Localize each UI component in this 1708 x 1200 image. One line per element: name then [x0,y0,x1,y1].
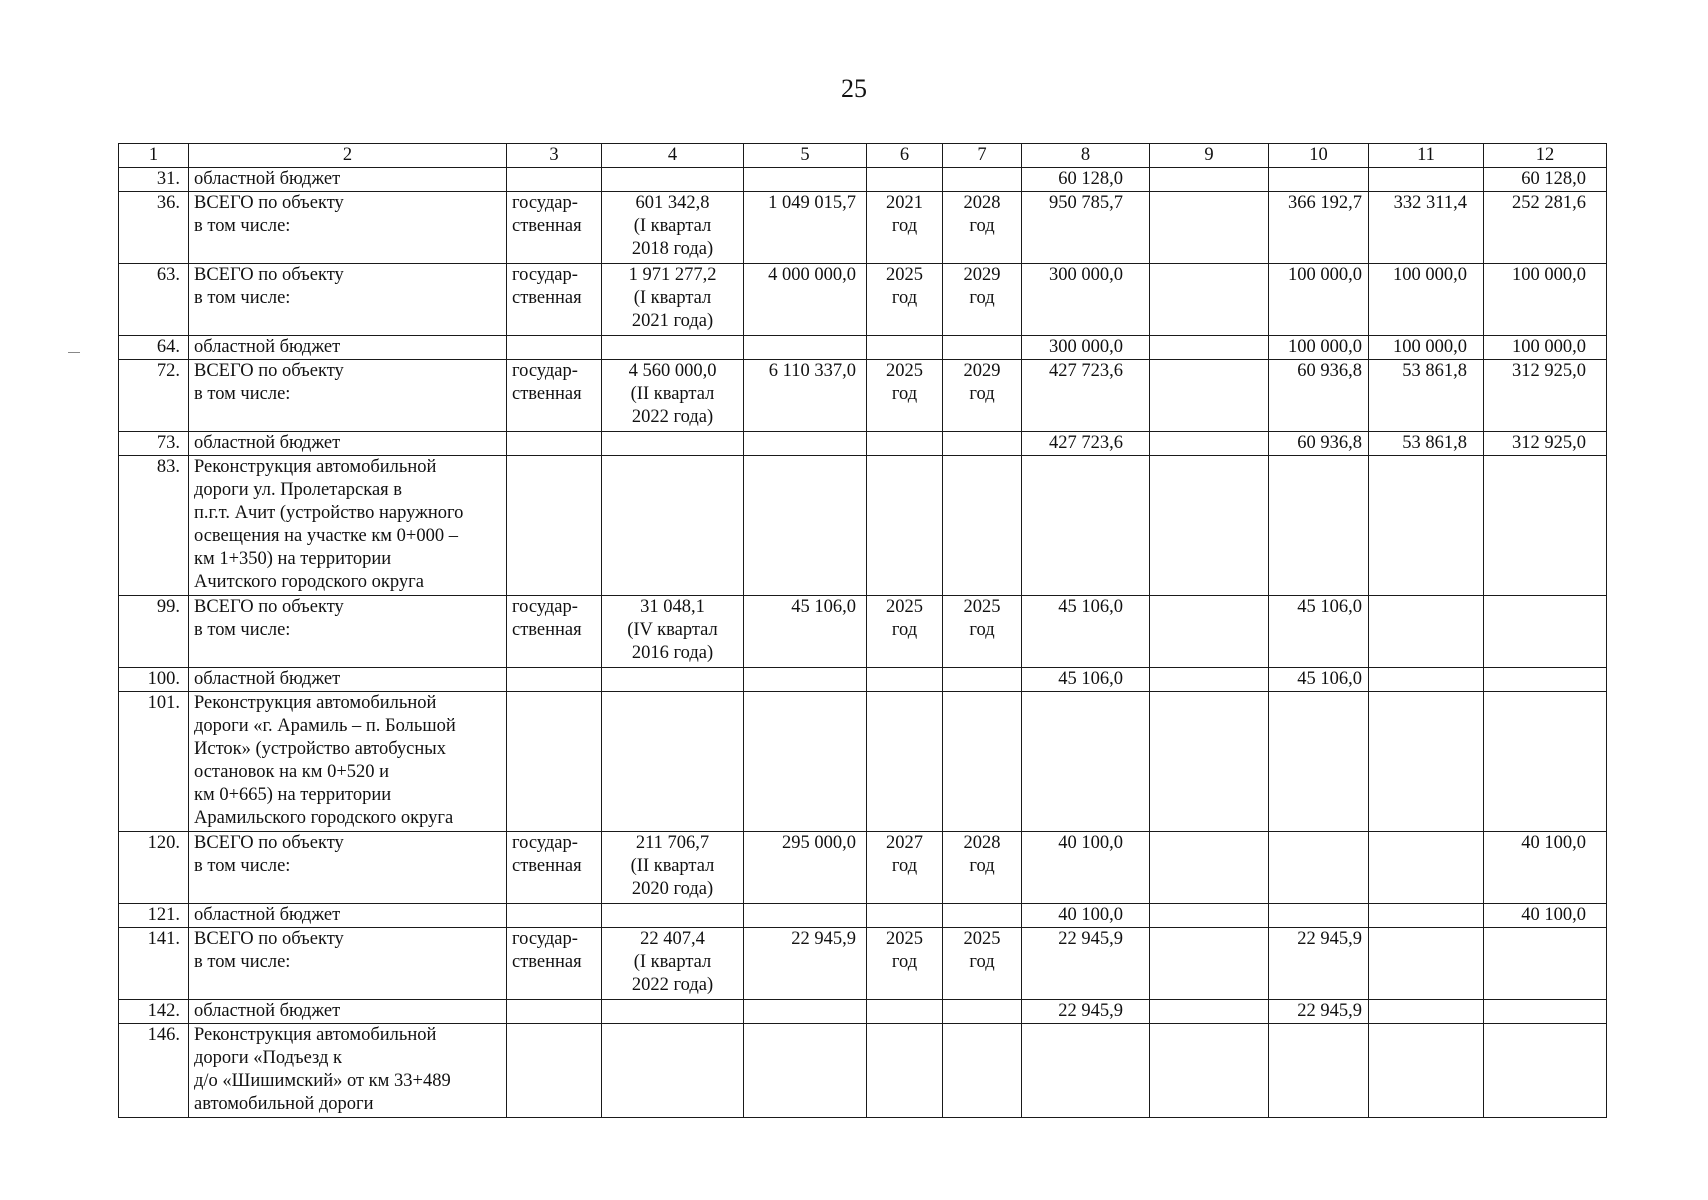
total-cost-cell [744,432,867,456]
row-number-cell: 120. [119,832,189,904]
amount-total-cell: 22 945,9 [1022,1000,1150,1024]
amount-col9-cell [1150,928,1269,1000]
start-year-cell [867,432,943,456]
amount-col12-cell [1484,1000,1607,1024]
row-number-cell: 142. [119,1000,189,1024]
end-year-cell [943,456,1022,596]
ownership-cell: государ- ственная [507,360,602,432]
start-year-cell [867,1000,943,1024]
estimated-cost-cell: 1 971 277,2 (I квартал 2021 года) [602,264,744,336]
amount-col10-cell: 45 106,0 [1269,668,1369,692]
amount-col11-cell [1369,1024,1484,1118]
description-cell: Реконструкция автомобильной дороги «г. Арамиль – п. Большой Исток» (устройство автобусных остановок на км 0+520 и км 0+665) на территории Арамильского городского округа [189,692,507,832]
amount-col11-cell [1369,904,1484,928]
end-year-cell: 2029 год [943,360,1022,432]
ownership-cell: государ- ственная [507,596,602,668]
amount-total-cell: 300 000,0 [1022,264,1150,336]
start-year-cell [867,1024,943,1118]
description-cell: ВСЕГО по объекту в том числе: [189,264,507,336]
table-row [119,432,1607,456]
amount-col10-cell: 366 192,7 [1269,192,1369,264]
amount-col11-cell [1369,668,1484,692]
table-row [119,596,1607,668]
amount-col12-cell [1484,596,1607,668]
start-year-cell [867,336,943,360]
total-cost-cell: 22 945,9 [744,928,867,1000]
table-row [119,456,1607,596]
margin-mark [68,352,80,353]
row-number-cell: 121. [119,904,189,928]
end-year-cell: 2028 год [943,192,1022,264]
amount-col12-cell: 100 000,0 [1484,336,1607,360]
amount-col12-cell [1484,456,1607,596]
amount-col12-cell: 40 100,0 [1484,904,1607,928]
header-cell-7: 7 [943,144,1022,168]
row-number-cell: 83. [119,456,189,596]
amount-col10-cell: 45 106,0 [1269,596,1369,668]
amount-col10-cell [1269,904,1369,928]
amount-total-cell [1022,1024,1150,1118]
header-cell-11: 11 [1369,144,1484,168]
amount-col10-cell: 22 945,9 [1269,928,1369,1000]
table-row [119,668,1607,692]
ownership-cell: государ- ственная [507,264,602,336]
estimated-cost-cell [602,456,744,596]
amount-col12-cell [1484,668,1607,692]
row-number-cell: 31. [119,168,189,192]
amount-total-cell: 950 785,7 [1022,192,1150,264]
total-cost-cell [744,456,867,596]
row-number-cell: 100. [119,668,189,692]
amount-col11-cell [1369,168,1484,192]
table-row [119,192,1607,264]
amount-col10-cell: 22 945,9 [1269,1000,1369,1024]
amount-col9-cell [1150,432,1269,456]
start-year-cell: 2025 год [867,596,943,668]
row-number-cell: 72. [119,360,189,432]
amount-col10-cell: 60 936,8 [1269,360,1369,432]
estimated-cost-cell [602,692,744,832]
description-cell: областной бюджет [189,432,507,456]
start-year-cell [867,456,943,596]
ownership-cell [507,904,602,928]
total-cost-cell: 295 000,0 [744,832,867,904]
row-number-cell: 99. [119,596,189,668]
estimated-cost-cell [602,336,744,360]
start-year-cell [867,668,943,692]
amount-col12-cell [1484,692,1607,832]
amount-total-cell: 22 945,9 [1022,928,1150,1000]
description-cell: ВСЕГО по объекту в том числе: [189,192,507,264]
start-year-cell: 2025 год [867,264,943,336]
amount-total-cell: 40 100,0 [1022,904,1150,928]
amount-col11-cell: 100 000,0 [1369,264,1484,336]
amount-col12-cell: 40 100,0 [1484,832,1607,904]
estimated-cost-cell: 211 706,7 (II квартал 2020 года) [602,832,744,904]
total-cost-cell [744,168,867,192]
header-cell-6: 6 [867,144,943,168]
start-year-cell [867,904,943,928]
description-cell: областной бюджет [189,904,507,928]
amount-col10-cell [1269,456,1369,596]
amount-col9-cell [1150,1000,1269,1024]
table-row [119,360,1607,432]
end-year-cell [943,168,1022,192]
end-year-cell [943,668,1022,692]
end-year-cell [943,432,1022,456]
estimated-cost-cell [602,1024,744,1118]
amount-col11-cell [1369,1000,1484,1024]
amount-total-cell [1022,692,1150,832]
amount-col9-cell [1150,692,1269,832]
header-cell-5: 5 [744,144,867,168]
budget-table [118,143,1607,1118]
ownership-cell [507,168,602,192]
amount-col10-cell [1269,692,1369,832]
amount-col12-cell: 252 281,6 [1484,192,1607,264]
table-row [119,168,1607,192]
amount-col12-cell: 60 128,0 [1484,168,1607,192]
description-cell: Реконструкция автомобильной дороги «Подъезд к д/о «Шишимский» от км 33+489 автомобильной дороги [189,1024,507,1118]
start-year-cell: 2027 год [867,832,943,904]
amount-col10-cell: 100 000,0 [1269,336,1369,360]
total-cost-cell: 1 049 015,7 [744,192,867,264]
table-row [119,928,1607,1000]
description-cell: ВСЕГО по объекту в том числе: [189,928,507,1000]
end-year-cell [943,904,1022,928]
amount-col9-cell [1150,1024,1269,1118]
table-row [119,904,1607,928]
amount-col11-cell [1369,928,1484,1000]
amount-col11-cell [1369,596,1484,668]
amount-col9-cell [1150,192,1269,264]
row-number-cell: 73. [119,432,189,456]
estimated-cost-cell: 601 342,8 (I квартал 2018 года) [602,192,744,264]
description-cell: Реконструкция автомобильной дороги ул. Пролетарская в п.г.т. Ачит (устройство наружного освещения на участке км 0+000 – км 1+350) на территории Ачитского городского округа [189,456,507,596]
ownership-cell [507,692,602,832]
end-year-cell: 2025 год [943,928,1022,1000]
table-row [119,692,1607,832]
amount-col10-cell: 100 000,0 [1269,264,1369,336]
end-year-cell [943,1000,1022,1024]
amount-col9-cell [1150,168,1269,192]
description-cell: областной бюджет [189,336,507,360]
estimated-cost-cell: 31 048,1 (IV квартал 2016 года) [602,596,744,668]
amount-total-cell: 427 723,6 [1022,360,1150,432]
estimated-cost-cell [602,668,744,692]
amount-col10-cell [1269,1024,1369,1118]
header-cell-8: 8 [1022,144,1150,168]
page-number: 25 [841,74,867,103]
amount-total-cell: 427 723,6 [1022,432,1150,456]
total-cost-cell [744,668,867,692]
start-year-cell: 2025 год [867,360,943,432]
description-cell: ВСЕГО по объекту в том числе: [189,596,507,668]
table-row [119,1000,1607,1024]
ownership-cell [507,456,602,596]
amount-col9-cell [1150,264,1269,336]
table-row [119,264,1607,336]
amount-col9-cell [1150,904,1269,928]
amount-total-cell: 45 106,0 [1022,596,1150,668]
start-year-cell: 2025 год [867,928,943,1000]
ownership-cell: государ- ственная [507,192,602,264]
amount-col9-cell [1150,832,1269,904]
amount-col9-cell [1150,668,1269,692]
amount-col11-cell [1369,692,1484,832]
amount-col11-cell: 53 861,8 [1369,360,1484,432]
amount-col11-cell: 100 000,0 [1369,336,1484,360]
row-number-cell: 63. [119,264,189,336]
table-row [119,832,1607,904]
ownership-cell [507,1024,602,1118]
end-year-cell: 2029 год [943,264,1022,336]
total-cost-cell [744,692,867,832]
row-number-cell: 146. [119,1024,189,1118]
end-year-cell: 2025 год [943,596,1022,668]
ownership-cell [507,432,602,456]
amount-col12-cell: 312 925,0 [1484,432,1607,456]
row-number-cell: 141. [119,928,189,1000]
amount-col11-cell [1369,456,1484,596]
amount-col9-cell [1150,360,1269,432]
total-cost-cell: 6 110 337,0 [744,360,867,432]
ownership-cell [507,668,602,692]
row-number-cell: 64. [119,336,189,360]
amount-total-cell: 45 106,0 [1022,668,1150,692]
description-cell: областной бюджет [189,168,507,192]
table-row [119,336,1607,360]
estimated-cost-cell: 22 407,4 (I квартал 2022 года) [602,928,744,1000]
header-cell-4: 4 [602,144,744,168]
amount-col11-cell: 332 311,4 [1369,192,1484,264]
amount-total-cell: 40 100,0 [1022,832,1150,904]
amount-col12-cell: 312 925,0 [1484,360,1607,432]
amount-col9-cell [1150,456,1269,596]
amount-total-cell: 300 000,0 [1022,336,1150,360]
estimated-cost-cell [602,432,744,456]
amount-col11-cell [1369,832,1484,904]
amount-col10-cell [1269,168,1369,192]
estimated-cost-cell: 4 560 000,0 (II квартал 2022 года) [602,360,744,432]
start-year-cell [867,168,943,192]
amount-col12-cell [1484,1024,1607,1118]
header-cell-2: 2 [189,144,507,168]
amount-col9-cell [1150,596,1269,668]
amount-col10-cell [1269,832,1369,904]
total-cost-cell [744,336,867,360]
amount-col11-cell: 53 861,8 [1369,432,1484,456]
total-cost-cell [744,1000,867,1024]
amount-col12-cell [1484,928,1607,1000]
end-year-cell [943,692,1022,832]
end-year-cell [943,336,1022,360]
description-cell: ВСЕГО по объекту в том числе: [189,832,507,904]
header-cell-1: 1 [119,144,189,168]
description-cell: ВСЕГО по объекту в том числе: [189,360,507,432]
ownership-cell: государ- ственная [507,832,602,904]
end-year-cell [943,1024,1022,1118]
header-cell-10: 10 [1269,144,1369,168]
header-cell-3: 3 [507,144,602,168]
estimated-cost-cell [602,904,744,928]
description-cell: областной бюджет [189,1000,507,1024]
ownership-cell [507,1000,602,1024]
total-cost-cell [744,1024,867,1118]
total-cost-cell: 4 000 000,0 [744,264,867,336]
ownership-cell [507,336,602,360]
start-year-cell: 2021 год [867,192,943,264]
end-year-cell: 2028 год [943,832,1022,904]
amount-col10-cell: 60 936,8 [1269,432,1369,456]
row-number-cell: 36. [119,192,189,264]
total-cost-cell [744,904,867,928]
ownership-cell: государ- ственная [507,928,602,1000]
row-number-cell: 101. [119,692,189,832]
start-year-cell [867,692,943,832]
amount-col9-cell [1150,336,1269,360]
estimated-cost-cell [602,168,744,192]
estimated-cost-cell [602,1000,744,1024]
header-cell-9: 9 [1150,144,1269,168]
amount-total-cell [1022,456,1150,596]
amount-col12-cell: 100 000,0 [1484,264,1607,336]
column-number-row [119,144,1607,168]
total-cost-cell: 45 106,0 [744,596,867,668]
amount-total-cell: 60 128,0 [1022,168,1150,192]
header-cell-12: 12 [1484,144,1607,168]
table-row [119,1024,1607,1118]
description-cell: областной бюджет [189,668,507,692]
